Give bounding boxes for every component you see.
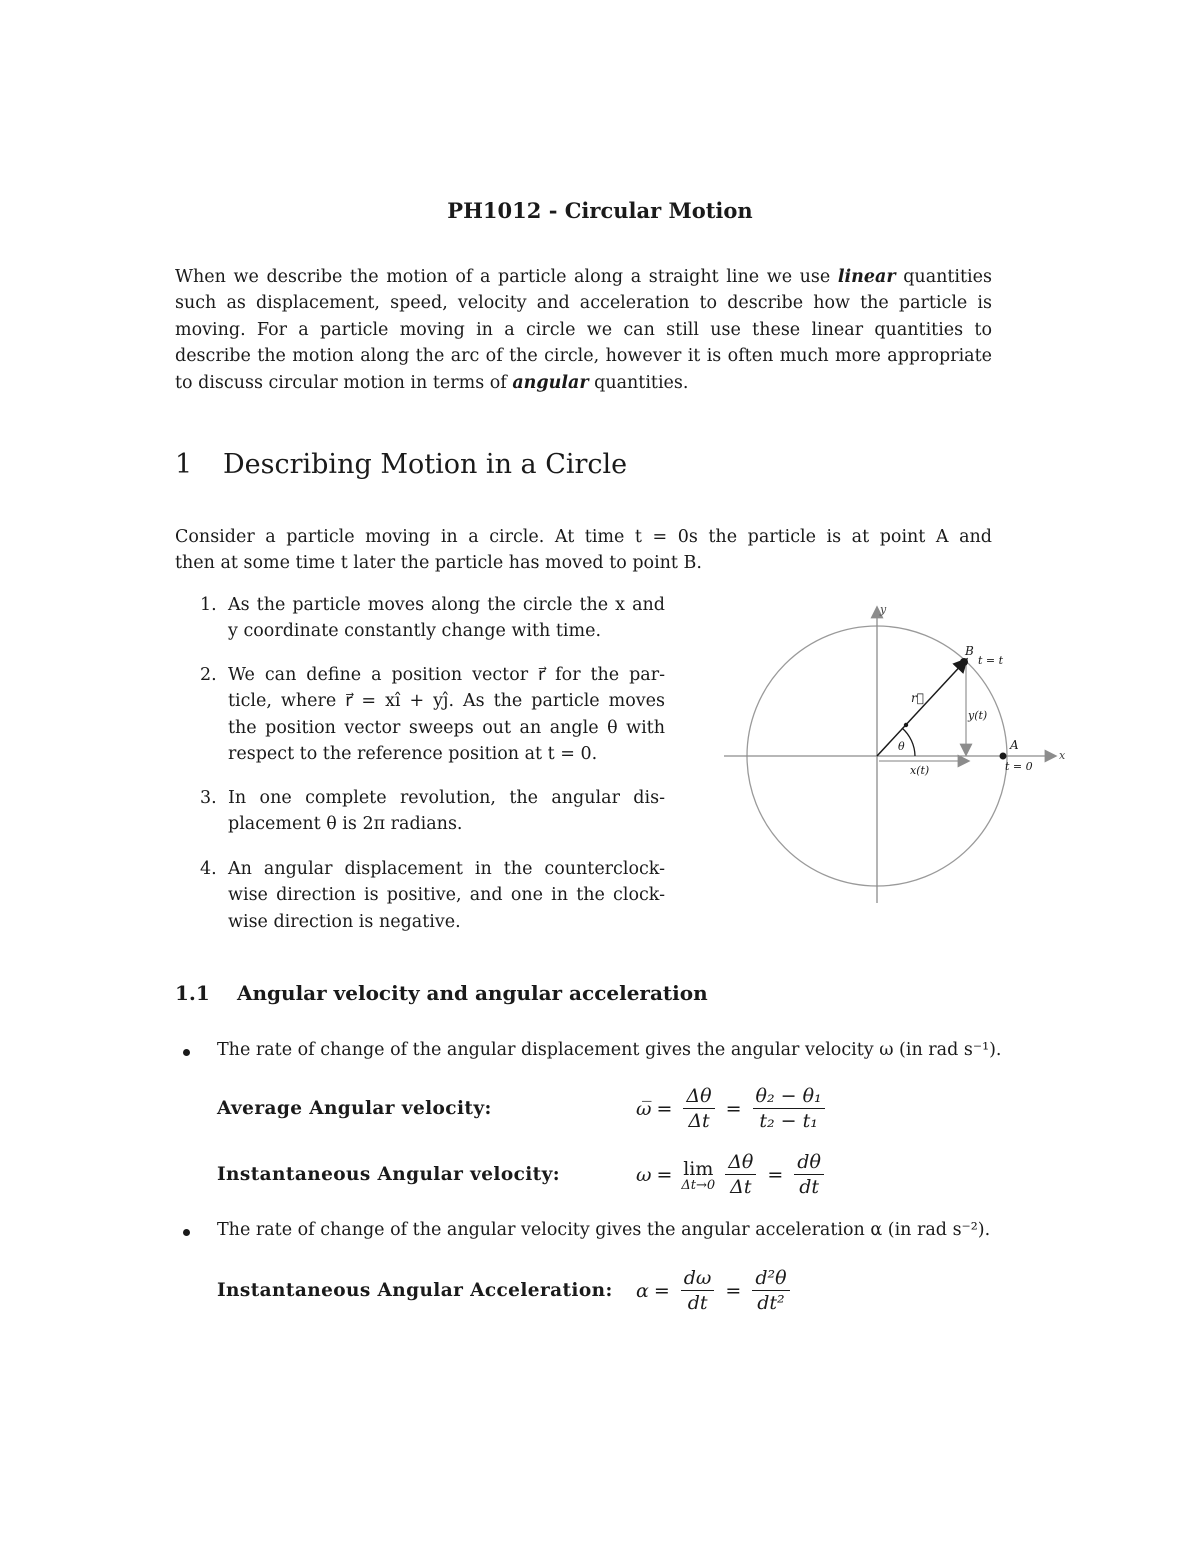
time-t-label: t = t xyxy=(978,654,1004,667)
point-b-label: B xyxy=(965,644,974,658)
section-heading xyxy=(175,449,627,480)
x-axis-label: x xyxy=(1059,749,1066,762)
intro-line-2: such as displacement, speed, velocity and acceleration to describe how the particle is xyxy=(175,293,992,314)
bullet-dot xyxy=(183,1049,190,1056)
page-title: PH1012 - Circular Motion xyxy=(447,198,753,223)
vector-midpoint xyxy=(904,723,908,727)
section-intro-paragraph xyxy=(175,524,992,577)
angular-acceleration-equation: α = $\frac{d\omega}{dt}$ = $\frac{\text{d²θ}}{\text{dt²}}$ xyxy=(636,1266,796,1315)
vector-r-label: r⃗ xyxy=(911,691,924,705)
circle-diagram xyxy=(720,598,1070,908)
average-velocity-label: Average Angular velocity: xyxy=(217,1098,492,1119)
average-velocity-equation: ω̅ = $\frac{\Delta\theta}{\Delta t}$ = $\frac{\text{θ₂ − θ₁}}{\text{t₂ − t₁}}$ xyxy=(636,1084,831,1133)
bullet-angular-acceleration: The rate of change of the angular velocity gives the angular acceleration α (in rad s⁻²). xyxy=(217,1220,990,1240)
instantaneous-velocity-label: Instantaneous Angular velocity: xyxy=(217,1164,560,1185)
y-of-t-label: y(t) xyxy=(968,709,988,722)
intro-line-1: When we describe the motion of a particle along a straight line we use linear quantities xyxy=(175,267,992,287)
subsection-heading xyxy=(175,981,708,1005)
position-vector xyxy=(877,660,966,756)
section-title: Describing Motion in a Circle xyxy=(223,449,628,480)
y-axis-label: y xyxy=(880,603,887,616)
point-b xyxy=(960,658,968,666)
section-number: 1 xyxy=(175,449,193,480)
point-a xyxy=(1000,753,1007,760)
intro-line-4: describe the motion along the arc of the circle, however it is often much more appropriate xyxy=(175,346,992,367)
section-intro-line-2: then at some time t later the particle has moved to point B. xyxy=(175,553,702,574)
angular-acceleration-label: Instantaneous Angular Acceleration: xyxy=(217,1280,613,1301)
theta-label: θ xyxy=(898,740,905,753)
subsection-title: Angular velocity and angular acceleration xyxy=(237,981,708,1005)
intro-line-5: to discuss circular motion in terms of angular quantities. xyxy=(175,372,689,393)
bullet-dot xyxy=(183,1229,190,1236)
time-zero-label: t = 0 xyxy=(1005,760,1033,773)
point-a-label: A xyxy=(1010,738,1019,752)
intro-line-3: moving. For a particle moving in a circle we can still use these linear quantities to xyxy=(175,319,992,340)
intro-paragraph xyxy=(175,264,992,396)
x-of-t-label: x(t) xyxy=(910,764,930,777)
instantaneous-velocity-equation: ω = lim Δt→0 $\frac{\Delta\theta}{\Delta t}$ = $\frac{d\theta}{dt}$ xyxy=(636,1150,830,1199)
bullet-angular-velocity: The rate of change of the angular displacement gives the angular velocity ω (in rad s⁻¹). xyxy=(217,1040,1001,1060)
subsection-number: 1.1 xyxy=(175,981,210,1005)
section-intro-line-1: Consider a particle moving in a circle. At time t = 0s the particle is at point A and xyxy=(175,527,992,547)
